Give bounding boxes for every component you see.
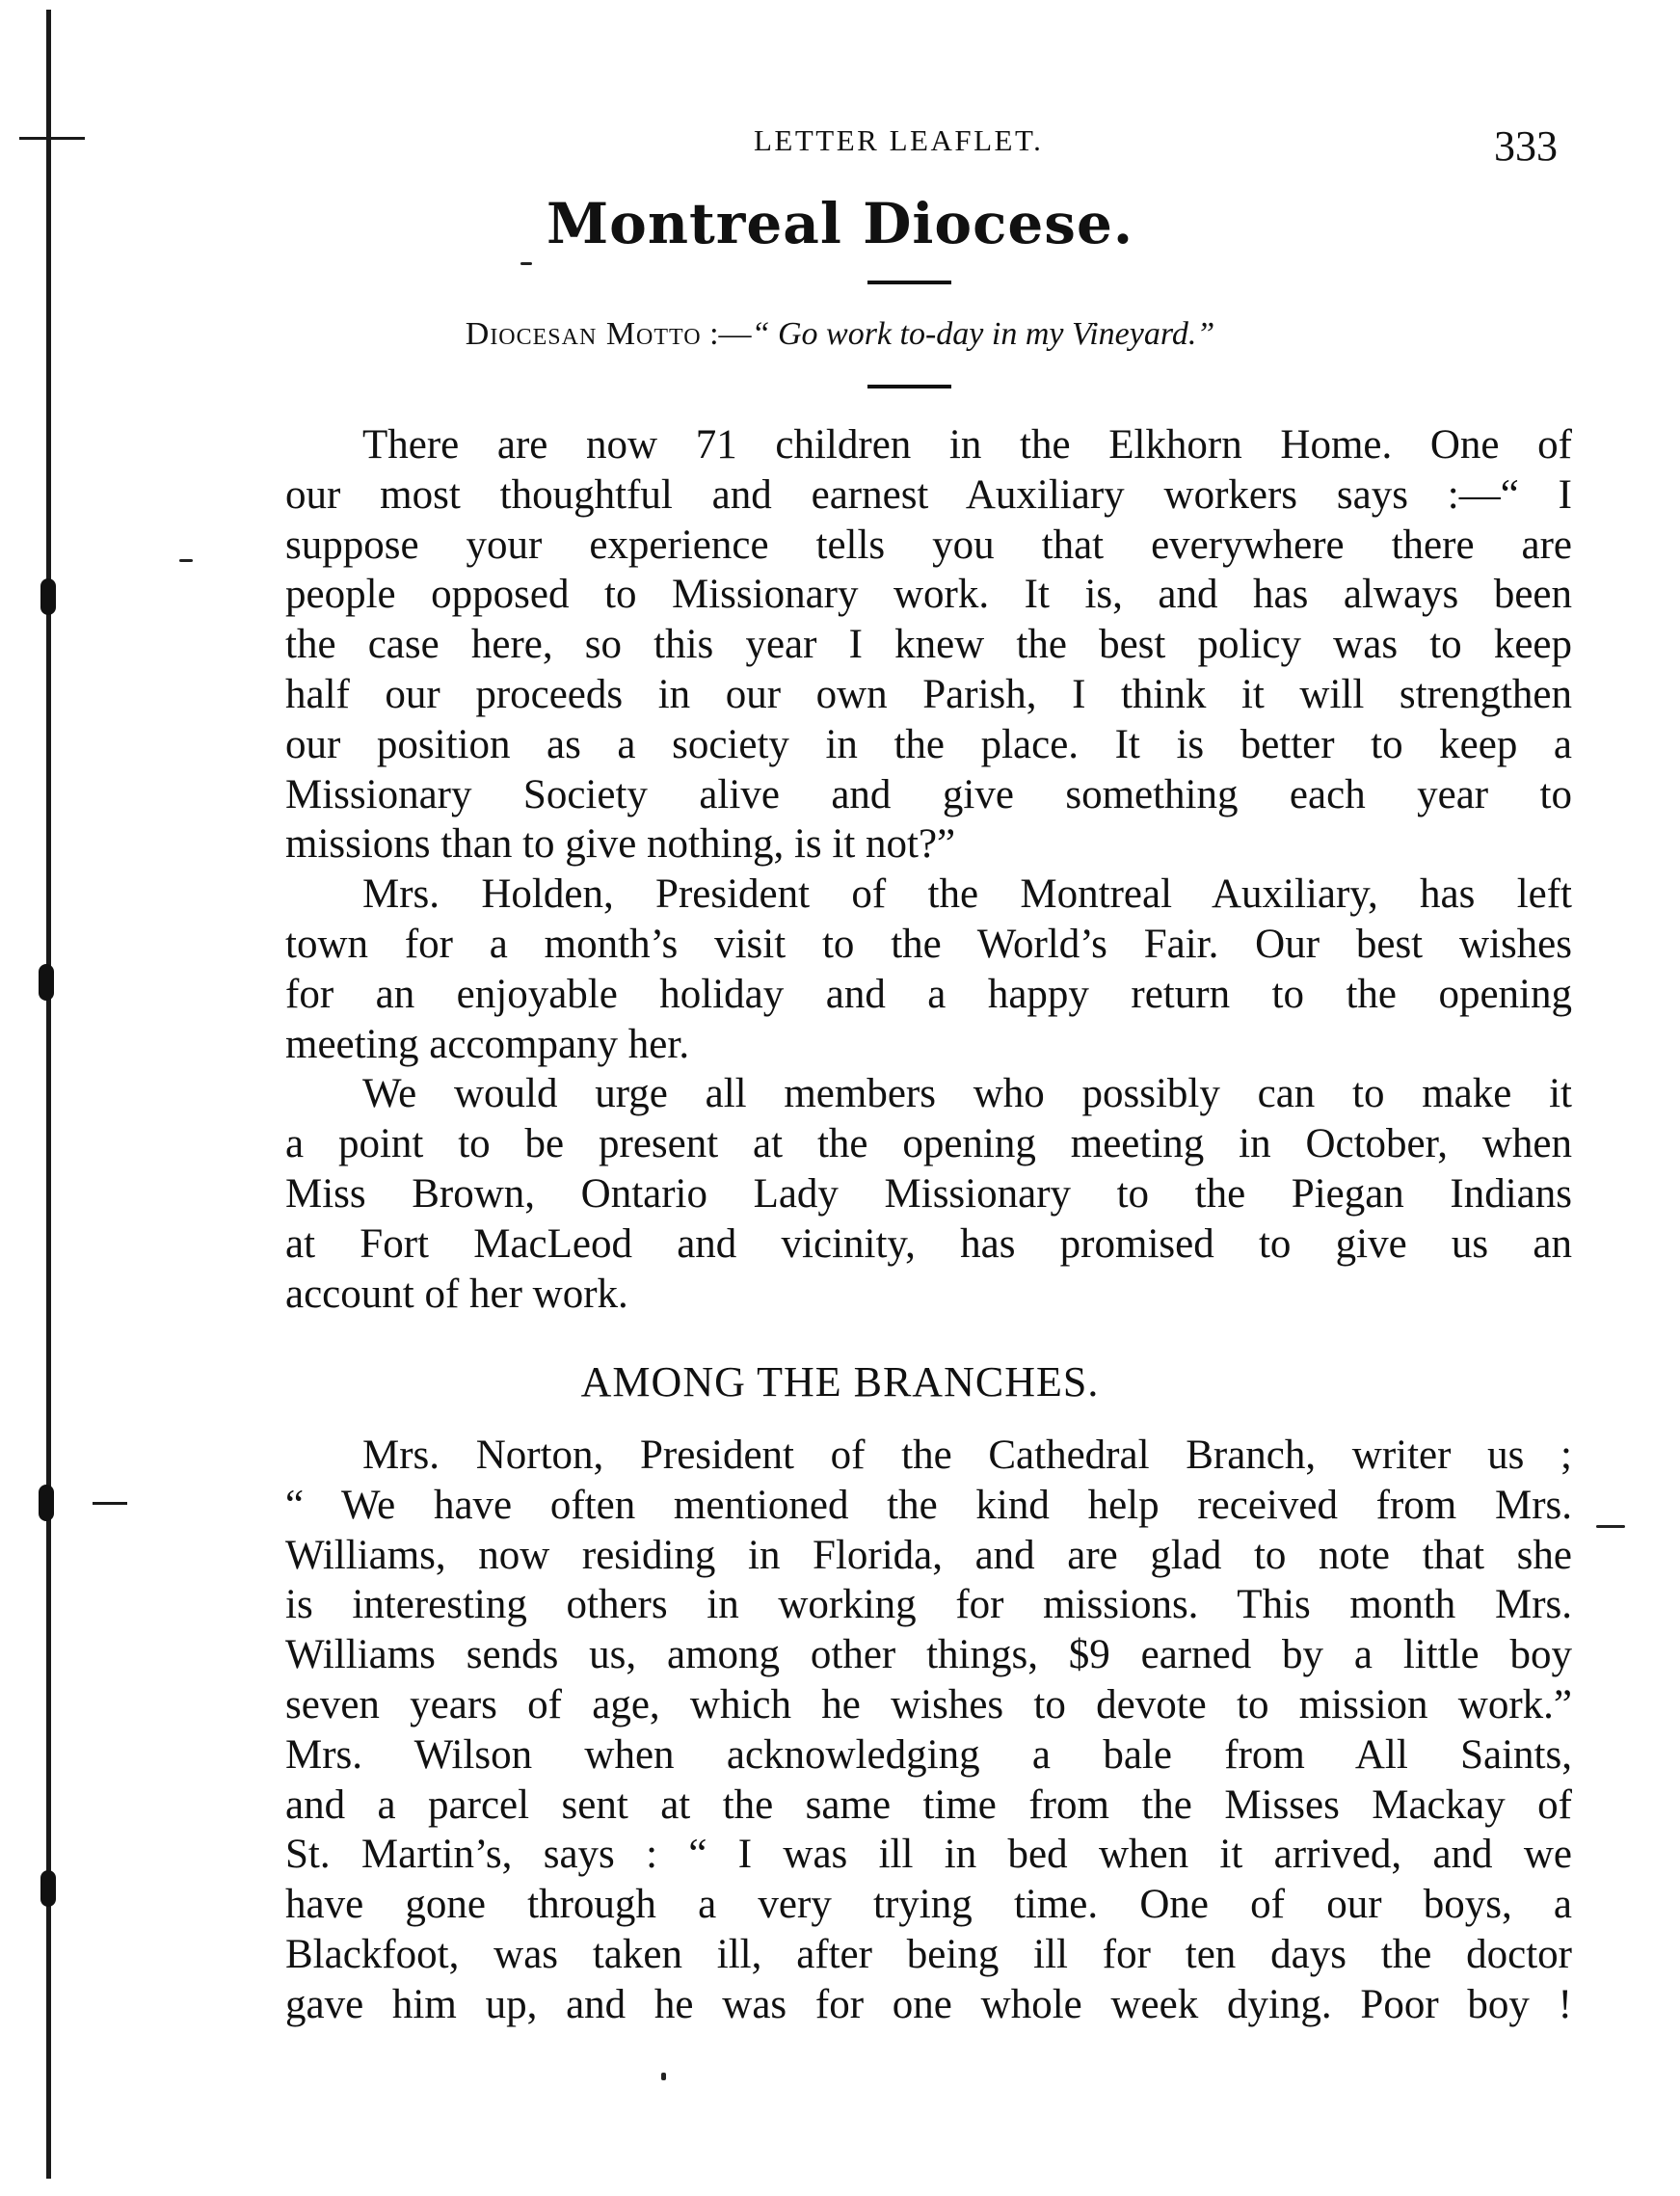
body-text: [285, 420, 1572, 1319]
motto-rule: [867, 385, 951, 388]
section-heading: AMONG THE BRANCHES.: [580, 1358, 1100, 1406]
paragraph-line: for an enjoyable holiday and a happy return to the opening: [285, 971, 1572, 1017]
paragraph-line: our most thoughtful and earnest Auxiliary workers says :—“ I: [285, 471, 1572, 518]
paragraph-line: Mrs. Wilson when acknowledging a bale from All Saints,: [285, 1731, 1572, 1778]
paragraph-line: We would urge all members who possibly can to make it: [362, 1071, 1572, 1117]
paragraph-line: meeting accompany her.: [285, 1021, 690, 1067]
binding-mark: [19, 137, 85, 140]
binding-mark: [39, 964, 54, 1001]
paragraph-line: gave him up, and he was for one whole week dying. Poor boy !: [285, 1981, 1572, 2027]
page-speck: [520, 262, 532, 265]
paragraph-line: half our proceeds in our own Parish, I think it will strengthen: [285, 671, 1572, 717]
paragraph-line: town for a month’s visit to the World’s Fair. Our best wishes: [285, 921, 1572, 967]
paragraph-line: Blackfoot, was taken ill, after being ill for ten days the doctor: [285, 1931, 1572, 1977]
paragraph-line: seven years of age, which he wishes to devote to mission work.”: [285, 1681, 1572, 1727]
paragraph-line: Miss Brown, Ontario Lady Missionary to the Piegan Indians: [285, 1170, 1572, 1217]
paragraph-line: and a parcel sent at the same time from the Misses Mackay of: [285, 1781, 1572, 1828]
paragraph-line: Missionary Society alive and give something each year to: [285, 771, 1572, 817]
paragraph-line: the case here, so this year I knew the best policy was to keep: [285, 622, 1572, 668]
paragraph-line: people opposed to Missionary work. It is, and has always been: [285, 572, 1572, 618]
paragraph-line: our position as a society in the place. It is better to keep a: [285, 721, 1572, 767]
motto-separator: :—: [701, 316, 752, 352]
binding-mark: [39, 1485, 54, 1521]
paragraph-line: have gone through a very trying time. One of our boys, a: [285, 1882, 1572, 1928]
running-head: LETTER LEAFLET.: [754, 123, 1044, 157]
paragraph-line: Mrs. Holden, President of the Montreal Auxiliary, has left: [362, 871, 1572, 918]
paragraph-line: missions than to give nothing, is it not?”: [285, 821, 956, 868]
paragraph-line: St. Martin’s, says : “ I was ill in bed when it arrived, and we: [285, 1832, 1572, 1878]
paragraph-line: Williams, now residing in Florida, and are glad to note that she: [285, 1532, 1572, 1578]
paragraph-line: “ We have often mentioned the kind help received from Mrs.: [285, 1482, 1572, 1528]
paragraph-line: suppose your experience tells you that everywhere there are: [285, 522, 1572, 568]
binding-mark: [40, 578, 56, 615]
binding-mark: [40, 1870, 56, 1907]
title-rule: [867, 281, 951, 284]
motto-quote: “ Go work to-day in my Vineyard.”: [751, 316, 1215, 352]
paragraph-line: account of her work.: [285, 1271, 628, 1317]
page-title: Montreal Diocese.: [546, 191, 1134, 256]
branches-text: [285, 1431, 1572, 2030]
paragraph-line: There are now 71 children in the Elkhorn Home. One of: [362, 422, 1572, 468]
motto-label: Diocesan Motto: [465, 316, 702, 352]
page-speck: [1596, 1525, 1625, 1528]
paragraph-line: a point to be present at the opening meeting in October, when: [285, 1121, 1572, 1167]
paragraph-line: at Fort MacLeod and vicinity, has promised to give us an: [285, 1220, 1572, 1267]
binding-mark: [93, 1502, 127, 1505]
page-speck: [179, 559, 193, 562]
paragraph-line: is interesting others in working for missions. This month Mrs.: [285, 1582, 1572, 1628]
diocesan-motto: [0, 316, 1680, 353]
paragraph-line: Williams sends us, among other things, $9 earned by a little boy: [285, 1632, 1572, 1678]
page-speck: [661, 2073, 666, 2080]
paragraph-line: Mrs. Norton, President of the Cathedral Branch, writer us ;: [362, 1433, 1572, 1478]
page-number: 333: [1494, 122, 1558, 170]
